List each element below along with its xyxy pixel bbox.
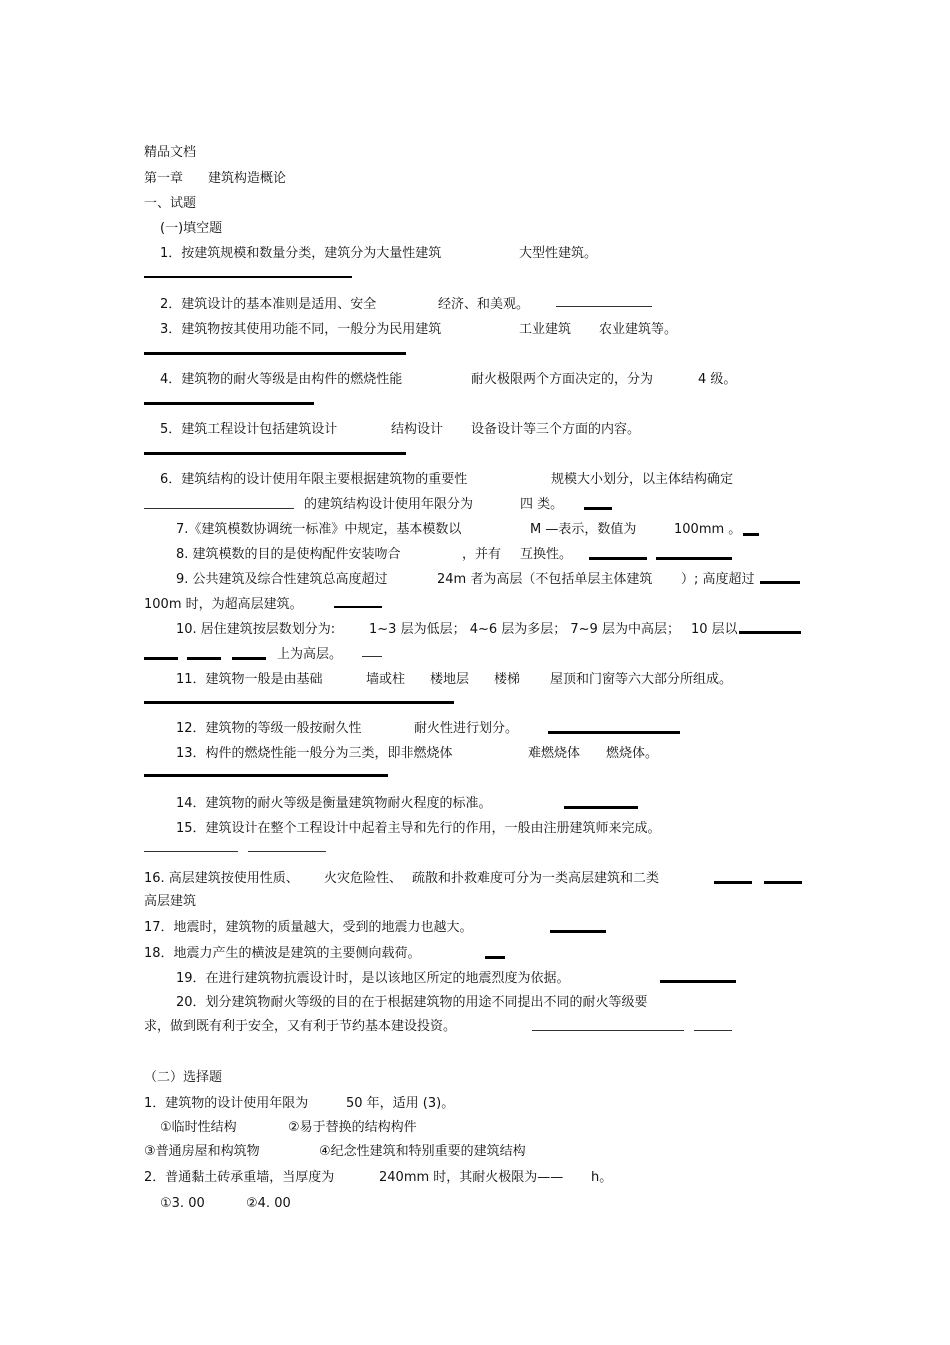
chapter-number: 第一章	[144, 171, 184, 186]
answer-blank	[760, 581, 800, 584]
q16-text-c: 疏散和扑救难度可分为一类高层建筑和二类	[412, 871, 660, 886]
answer-blank	[232, 657, 266, 660]
answer-blank	[532, 1030, 684, 1031]
answer-blank	[144, 508, 294, 509]
question-20: 20．划分建筑物耐火等级的目的在于根据建筑物的用途不同提出不同的耐火等级要	[176, 995, 648, 1010]
question-20-cont: 求，做到既有利于安全，又有利于节约基本建设投资。	[144, 1019, 457, 1034]
q11-text-c: 楼地层	[430, 672, 470, 687]
q6-text-a: 6．建筑结构的设计使用年限主要根据建筑物的重要性	[160, 472, 468, 487]
q16-text-a: 16. 高层建筑按使用性质、	[144, 871, 299, 886]
cq2-text-a: 2．普通黏土砖承重墙，当厚度为	[144, 1170, 335, 1185]
header-brand: 精品文档	[144, 145, 197, 160]
answer-blank	[485, 956, 505, 959]
answer-blank	[144, 657, 178, 660]
answer-blank	[656, 557, 732, 560]
q13-text-c: 燃烧体。	[606, 746, 659, 761]
q6-text-b: 规模大小划分，以主体结构确定	[551, 472, 734, 487]
q8-text-c: 互换性。	[520, 547, 573, 562]
answer-blank	[248, 851, 326, 852]
q10-text-b: 1~3 层为低层； 4~6 层为多层； 7~9 层为中高层；	[369, 622, 680, 637]
answer-blank	[144, 851, 238, 852]
answer-blank	[144, 352, 406, 355]
question-15: 15．建筑设计在整个工程设计中起着主导和先行的作用，一般由注册建筑师来完成。	[176, 821, 661, 836]
q5-text-b: 结构设计	[391, 422, 444, 437]
question-10-cont: 上为高层。	[277, 647, 343, 662]
q3-text-a: 3．建筑物按其使用功能不同，一般分为民用建筑	[160, 322, 442, 337]
q12-text-b: 耐火性进行划分。	[414, 721, 519, 736]
question-9-cont: 100m 时，为超高层建筑。	[144, 597, 303, 612]
q11-text-e: 屋顶和门窗等六大部分所组成。	[550, 672, 733, 687]
answer-blank	[584, 507, 612, 510]
q4-text-a: 4．建筑物的耐火等级是由构件的燃烧性能	[160, 372, 403, 387]
cq1-option-4: ④纪念性建筑和特别重要的建筑结构	[319, 1144, 526, 1159]
q16-text-b: 火灾危险性、	[324, 871, 403, 886]
q10-text-a: 10. 居住建筑按层数划分为:	[176, 622, 336, 637]
q3-text-b: 工业建筑	[519, 322, 572, 337]
answer-blank	[739, 631, 801, 634]
cq1-option-3: ③普通房屋和构筑物	[144, 1144, 260, 1159]
q11-text-d: 楼梯	[494, 672, 521, 687]
q9-text-c: ）; 高度超过	[681, 572, 755, 587]
q10-text-c: 10 层以	[691, 622, 738, 637]
q6-text-d: 四 类。	[520, 497, 564, 512]
answer-blank	[144, 276, 352, 278]
cq1-option-1: ①临时性结构	[160, 1120, 237, 1135]
q9-text-b: 24m 者为高层（不包括单层主体建筑	[437, 572, 653, 587]
cq1-text-a: 1．建筑物的设计使用年限为	[144, 1096, 309, 1111]
answer-blank	[589, 557, 647, 560]
q7-text-c: 100mm 。	[674, 522, 742, 537]
q1-text-a: 1．按建筑规模和数量分类，建筑分为大量性建筑	[160, 246, 442, 261]
answer-blank	[714, 881, 752, 884]
q8-text-b: ，并有	[462, 547, 502, 562]
choice-title: （二）选择题	[144, 1070, 223, 1085]
q4-text-c: 4 级。	[698, 372, 737, 387]
answer-blank	[334, 606, 382, 608]
answer-blank	[362, 656, 382, 657]
cq2-text-c: h。	[591, 1170, 613, 1185]
answer-blank	[144, 402, 314, 405]
section-title: 一、试题	[144, 196, 197, 211]
question-14: 14．建筑物的耐火等级是衡量建筑物耐火程度的标准。	[176, 796, 492, 811]
q2-text-a: 2．建筑设计的基本准则是适用、安全	[160, 297, 377, 312]
q11-text-b: 墙或柱	[366, 672, 406, 687]
q3-text-c: 农业建筑等。	[599, 322, 678, 337]
q2-text-b: 经济、和美观。	[438, 297, 530, 312]
q1-text-b: 大型性建筑。	[519, 246, 598, 261]
cq1-text-b: 50 年，适用 (3)。	[346, 1096, 455, 1111]
q12-text-a: 12．建筑物的等级一般按耐久性	[176, 721, 362, 736]
fill-in-title: (一)填空题	[160, 221, 223, 236]
q4-text-b: 耐火极限两个方面决定的，分为	[471, 372, 654, 387]
cq1-option-2: ②易于替换的结构构件	[288, 1120, 417, 1135]
answer-blank	[144, 701, 454, 704]
cq2-option-1: ①3. 00	[160, 1196, 205, 1211]
answer-blank	[556, 306, 652, 307]
q5-text-c: 设备设计等三个方面的内容。	[471, 422, 641, 437]
q8-text-a: 8. 建筑模数的目的是使构配件安装吻合	[176, 547, 401, 562]
q9-text-a: 9. 公共建筑及综合性建筑总高度超过	[176, 572, 388, 587]
question-16-cont: 高层建筑	[144, 894, 197, 909]
answer-blank	[764, 881, 802, 884]
q7-text-a: 7.《建筑模数协调统一标准》中规定，基本模数以	[176, 522, 462, 537]
q13-text-a: 13．构件的燃烧性能一般分为三类，即非燃烧体	[176, 746, 453, 761]
answer-blank	[564, 806, 638, 809]
answer-blank	[743, 533, 759, 536]
q6-text-c: 的建筑结构设计使用年限分为	[304, 497, 474, 512]
answer-blank	[187, 657, 221, 660]
chapter-title: 建筑构造概论	[208, 171, 287, 186]
q11-text-a: 11．建筑物一般是由基础	[176, 672, 323, 687]
question-18: 18．地震力产生的横波是建筑的主要侧向载荷。	[144, 946, 421, 961]
cq2-option-2: ②4. 00	[246, 1196, 291, 1211]
answer-blank	[660, 980, 736, 983]
answer-blank	[694, 1030, 732, 1031]
answer-blank	[144, 452, 406, 455]
answer-blank	[548, 731, 680, 734]
q5-text-a: 5．建筑工程设计包括建筑设计	[160, 422, 338, 437]
cq2-text-b: 240mm 时，其耐火极限为——	[379, 1170, 564, 1185]
q7-text-b: M —表示，数值为	[530, 522, 637, 537]
q13-text-b: 难燃烧体	[528, 746, 581, 761]
question-19: 19．在进行建筑物抗震设计时，是以该地区所定的地震烈度为依据。	[176, 971, 570, 986]
question-17: 17．地震时，建筑物的质量越大，受到的地震力也越大。	[144, 920, 473, 935]
answer-blank	[144, 774, 388, 777]
answer-blank	[550, 930, 606, 933]
